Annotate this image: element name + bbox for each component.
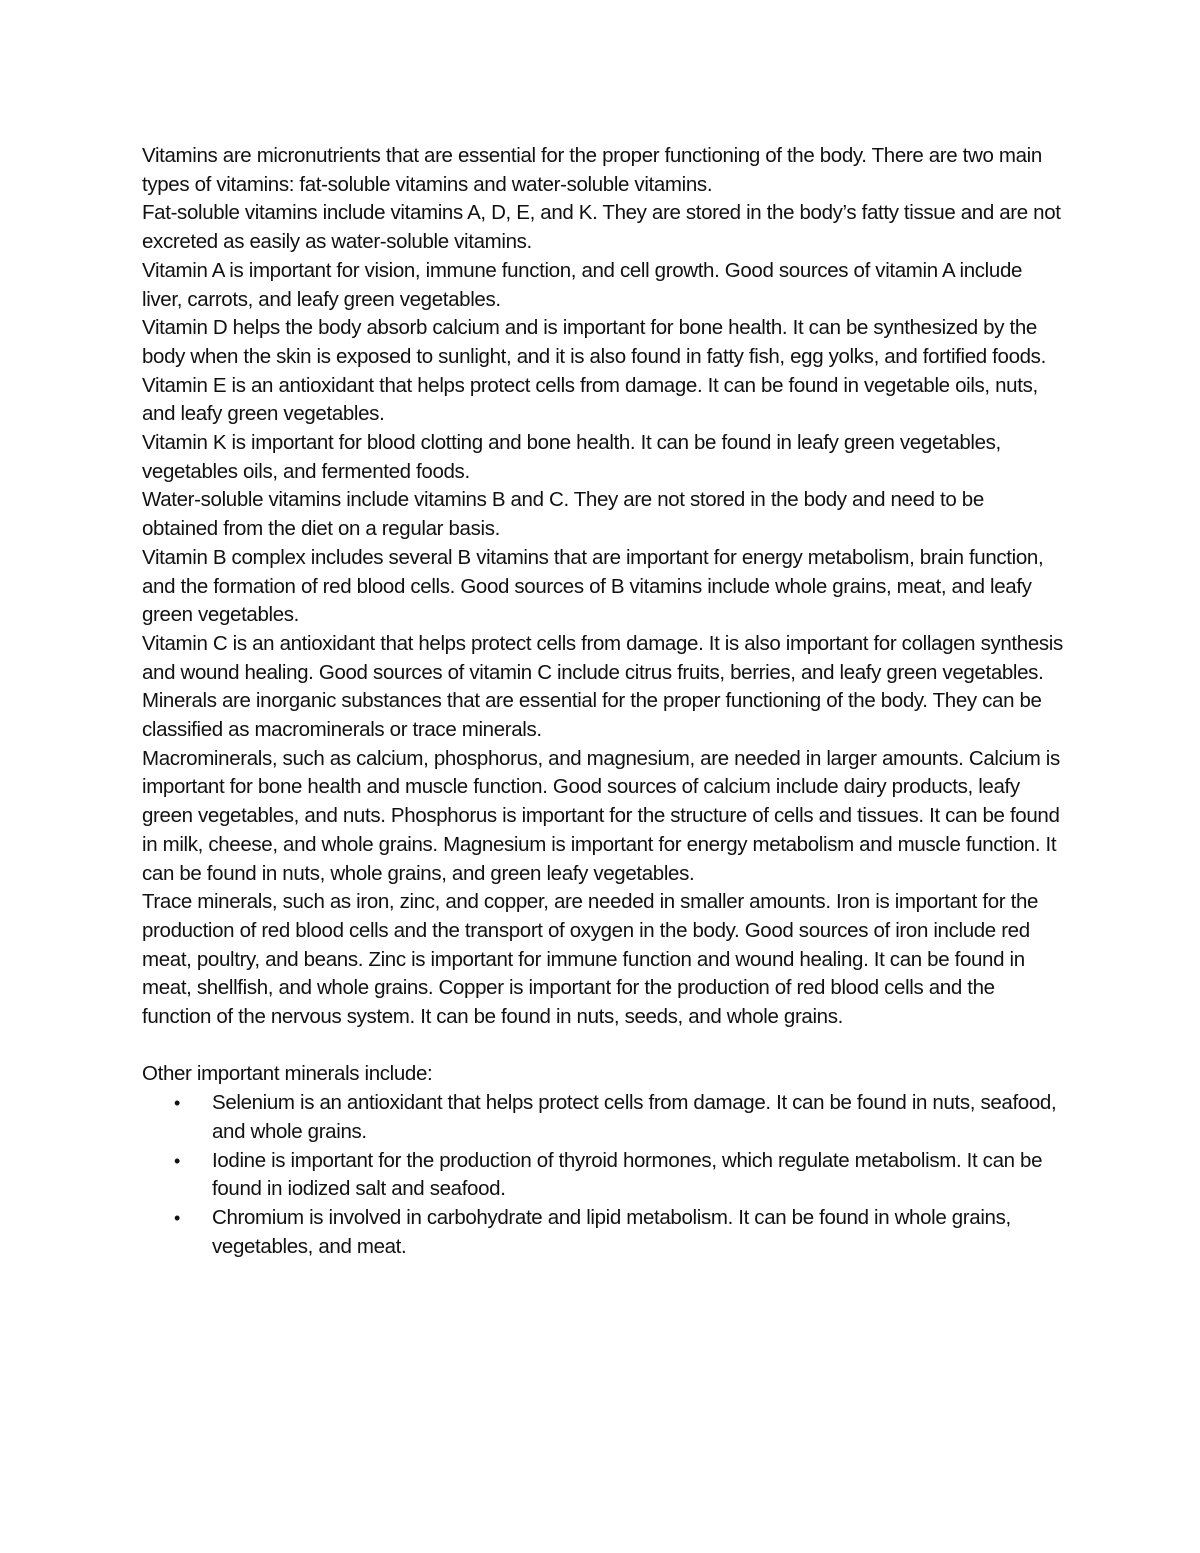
paragraph-vitamin-k: Vitamin K is important for blood clotting and bone health. It can be found in leafy green vegetables, vegetables oils, and fermented foods. (142, 431, 1001, 483)
list-item-chromium (142, 1204, 1064, 1261)
paragraph-trace-minerals: Trace minerals, such as iron, zinc, and copper, are needed in smaller amounts. Iron is important for the production of red blood cells and the transport of oxygen in the body. Good sources of iron include red meat, poultry, and beans. Zinc is important for immune function and wound healing. It can be found in meat, shellfish, and whole grains. Copper is important for the production of red blood cells and the function of the nervous system. It can be found in nuts, seeds, and whole grains. (142, 890, 1039, 1029)
paragraph-vitamin-a: Vitamin A is important for vision, immune function, and cell growth. Good sources of vitamin A include liver, carrots, and leafy green vegetables. (142, 258, 1023, 311)
list-item-iodine (142, 1147, 1064, 1204)
paragraph-vitamin-d: Vitamin D helps the body absorb calcium and is important for bone health. It can be synthesized by the body when the skin is exposed to sunlight, and it is also found in fatty fish, egg yolks, and fortified foods. (142, 316, 1046, 368)
bullet-icon: • (174, 1150, 180, 1171)
bullet-icon: • (174, 1093, 180, 1114)
paragraph-vitamin-c: Vitamin C is an antioxidant that helps protect cells from damage. It is also important for collagen synthesis and wound healing. Good sources of vitamin C include citrus fruits, berries, and leafy green vegetables. (142, 631, 1063, 684)
paragraph-macrominerals: Macrominerals, such as calcium, phosphorus, and magnesium, are needed in larger amounts. Calcium is important for bone health and muscle function. Good sources of calcium include dairy products, leafy green vegetables, and nuts. Phosphorus is important for the structure of cells and tissues. It can be found in milk, cheese, and whole grains. Magnesium is important for energy metabolism and muscle function. It can be found in nuts, whole grains, and green leafy vegetables. (142, 746, 1060, 885)
paragraph-vitamins-intro: Vitamins are micronutrients that are essential for the proper functioning of the body. There are two main types of vitamins: fat-soluble vitamins and water-soluble vitamins. (142, 144, 1042, 196)
list-item-selenium (142, 1089, 1064, 1146)
list-item-text: Iodine is important for the production of thyroid hormones, which regulate metabolism. It can be found in iodized salt and seafood. (212, 1148, 1043, 1201)
blank-line (142, 1032, 1064, 1061)
list-item-text: Chromium is involved in carbohydrate and lipid metabolism. It can be found in whole grains, vegetables, and meat. (212, 1206, 1011, 1258)
list-intro: Other important minerals include: (142, 1062, 433, 1086)
paragraph-fat-soluble: Fat-soluble vitamins include vitamins A, D, E, and K. They are stored in the body’s fatty tissue and are not excreted as easily as water-soluble vitamins. (142, 201, 1061, 254)
bullet-icon: • (174, 1208, 180, 1228)
document-body (142, 142, 1064, 1261)
paragraph-vitamin-b: Vitamin B complex includes several B vitamins that are important for energy metabolism, brain function, and the formation of red blood cells. Good sources of B vitamins include whole grains, meat, and leafy green vegetables. (142, 545, 1044, 627)
paragraph-vitamin-e: Vitamin E is an antioxidant that helps protect cells from damage. It can be found in vegetable oils, nuts, and leafy green vegetables. (142, 373, 1038, 426)
paragraph-water-soluble: Water-soluble vitamins include vitamins B and C. They are not stored in the body and need to be obtained from the diet on a regular basis. (142, 488, 984, 541)
paragraph-minerals-intro: Minerals are inorganic substances that are essential for the proper functioning of the body. They can be classified as macrominerals or trace minerals. (142, 689, 1042, 742)
list-item-text: Selenium is an antioxidant that helps protect cells from damage. It can be found in nuts, seafood, and whole grains. (212, 1091, 1057, 1143)
minerals-bullet-list (142, 1089, 1064, 1261)
